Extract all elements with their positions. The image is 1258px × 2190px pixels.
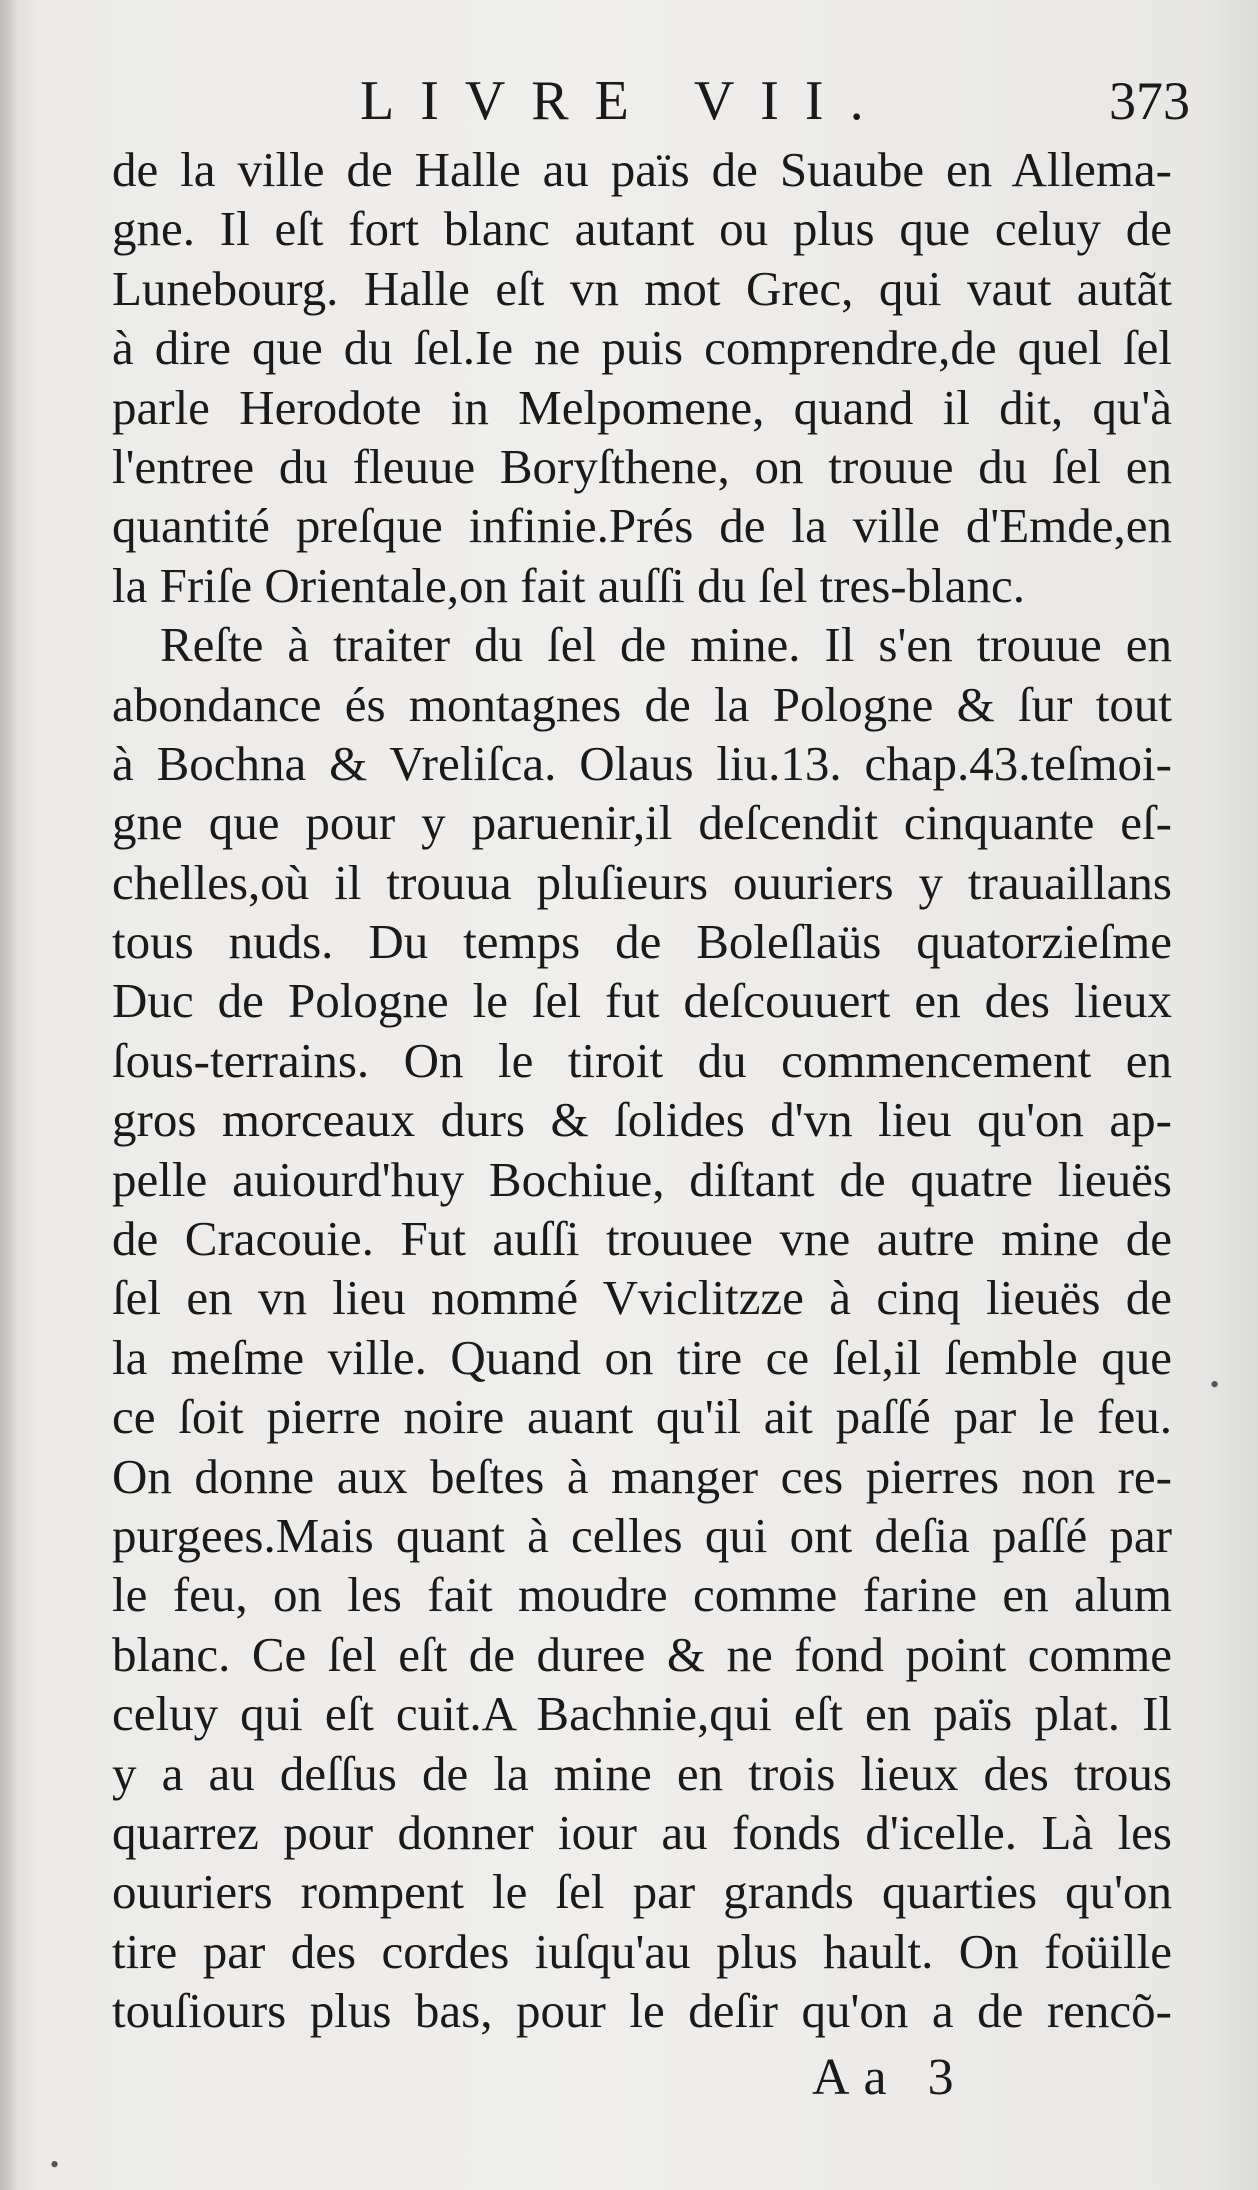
text-line: Duc de Pologne le ſel fut deſcouuert en des lieux	[112, 973, 1172, 1029]
text-line: pelle auiourd'huy Bochiue, diſtant de quatre lieuës	[112, 1151, 1172, 1207]
text-line: abondance és montagnes de la Pologne & ſur tout	[112, 676, 1172, 732]
page-number: 373	[1109, 71, 1190, 131]
text-line: blanc. Ce ſel eſt de duree & ne fond point comme	[112, 1626, 1172, 1682]
text-line: chelles,où il trouua pluſieurs ouuriers y trauaillans	[112, 854, 1172, 910]
text-line: tous nuds. Du temps de Boleſlaüs quatorzieſme	[112, 914, 1172, 970]
text-line: quantité preſque infinie.Prés de la ville d'Emde,en	[112, 498, 1172, 554]
page-header	[110, 66, 1190, 136]
text-line: à dire que du ſel.Ie ne puis comprendre,de quel ſel	[112, 320, 1172, 376]
text-line: gros morceaux durs & ſolides d'vn lieu qu'on ap-	[112, 1092, 1172, 1148]
text-line: parle Herodote in Melpomene, quand il dit, qu'à	[112, 379, 1172, 435]
text-line: l'entree du fleuue Boryſthene, on trouue du ſel en	[112, 438, 1172, 494]
text-line: à Bochna & Vreliſca. Olaus liu.13. chap.43.teſmoi-	[112, 735, 1172, 791]
body-text	[112, 140, 1172, 2041]
ink-speck: •	[50, 2150, 60, 2179]
text-line: purgees.Mais quant à celles qui ont deſia paſſé par	[112, 1507, 1172, 1563]
ink-speck: •	[1210, 1370, 1220, 1399]
page-gutter-shadow	[0, 0, 18, 2190]
text-line: la meſme ville. Quand on tire ce ſel,il ſemble que	[112, 1329, 1172, 1385]
text-line: ſous-terrains. On le tiroit du commencement en	[112, 1032, 1172, 1088]
signature-mark: Aa 3	[812, 2049, 968, 2106]
text-line: touſiours plus bas, pour le deſir qu'on a de rencõ-	[112, 1983, 1172, 2039]
text-line: On donne aux beſtes à manger ces pierres non re-	[112, 1448, 1172, 1504]
text-line: de la ville de Halle au païs de Suaube en Allema-	[112, 142, 1172, 197]
text-line: gne. Il eſt fort blanc autant ou plus que celuy de	[112, 201, 1172, 257]
text-line: Lunebourg. Halle eſt vn mot Grec, qui vaut autãt	[112, 260, 1172, 316]
text-line: y a au deſſus de la mine en trois lieux des trous	[112, 1745, 1172, 1801]
running-title: LIVRE VII.	[360, 70, 890, 132]
text-line: ſel en vn lieu nommé Vviclitzze à cinq lieuës de	[112, 1270, 1172, 1326]
text-line: ce ſoit pierre noire auant qu'il ait paſſé par le feu.	[112, 1389, 1172, 1445]
text-line: la Friſe Orientale,on fait auſſi du ſel tres-blanc.	[112, 557, 1025, 613]
paragraph-start-line: Reſte à traiter du ſel de mine. Il s'en trouue en	[160, 617, 1172, 673]
text-line: ouuriers rompent le ſel par grands quarties qu'on	[112, 1864, 1172, 1920]
text-line: quarrez pour donner iour au fonds d'icelle. Là les	[112, 1804, 1172, 1860]
text-line: gne que pour y paruenir,il deſcendit cinquante eſ-	[112, 795, 1172, 851]
text-line: celuy qui eſt cuit.A Bachnie,qui eſt en païs plat. Il	[112, 1686, 1172, 1742]
text-line: le feu, on les fait moudre comme farine en alum	[112, 1567, 1172, 1623]
text-line: tire par des cordes iuſqu'au plus hault. On foüille	[112, 1923, 1172, 1979]
text-line: de Cracouie. Fut auſſi trouuee vne autre mine de	[112, 1211, 1172, 1267]
